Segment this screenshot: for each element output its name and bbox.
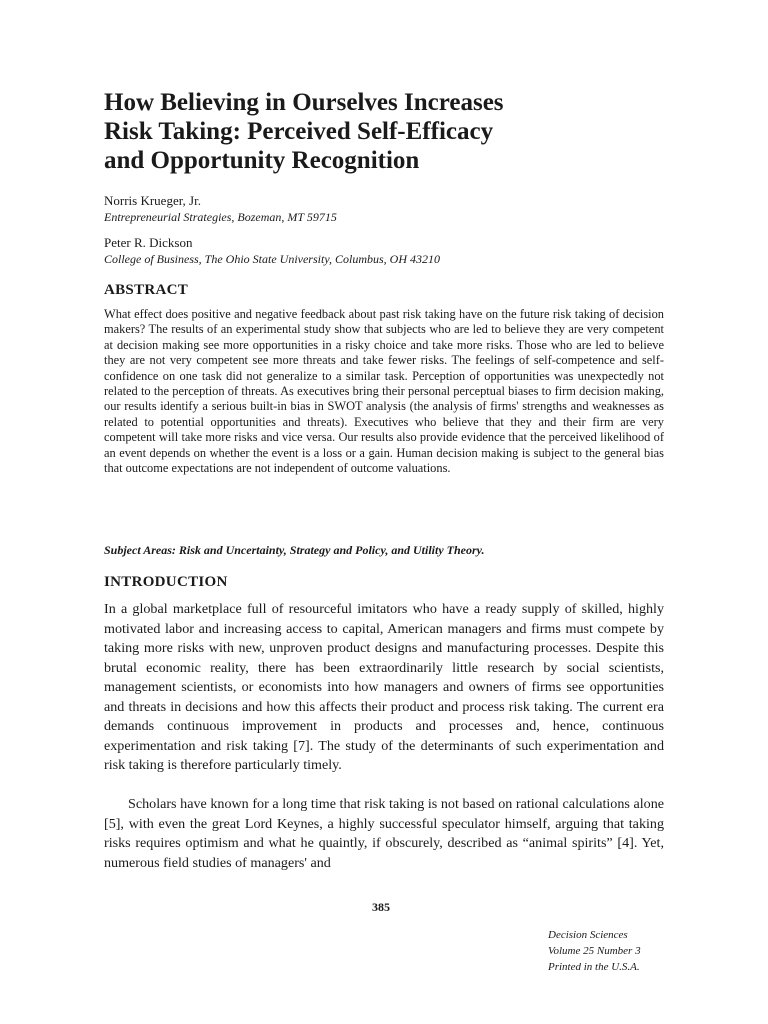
title-line-3: and Opportunity Recognition (104, 147, 420, 174)
subject-areas-label: Subject Areas: (104, 543, 176, 557)
abstract-heading: ABSTRACT (104, 282, 189, 298)
introduction-paragraph-2: Scholars have known for a long time that risk taking is not based on rational calculations alone [5], with even the great Lord Keynes, a highly successful speculator himself, arguing that taking risks requires optimism and what he quaintly, if obscurely, described as “animal spirits” [4]. Yet, numerous field studies of managers' and (104, 796, 664, 871)
journal-name: Decision Sciences (548, 929, 628, 941)
author-name: Norris Krueger, Jr. (104, 193, 201, 208)
author-block-2 (104, 234, 440, 268)
author-block-1 (104, 192, 337, 226)
author-affiliation: Entrepreneurial Strategies, Bozeman, MT 59715 (104, 210, 337, 224)
title-line-1: How Believing in Ourselves Increases (104, 89, 504, 116)
journal-printed: Printed in the U.S.A. (548, 961, 640, 973)
subject-areas-value: Risk and Uncertainty, Strategy and Policy, and Utility Theory. (178, 543, 485, 557)
title-line-2: Risk Taking: Perceived Self-Efficacy (104, 118, 494, 145)
journal-info (548, 927, 641, 975)
journal-volume: Volume 25 Number 3 (548, 945, 641, 957)
introduction-heading: INTRODUCTION (104, 574, 228, 590)
subject-areas (104, 543, 664, 558)
paper-title (104, 88, 664, 175)
introduction-paragraph-1: In a global marketplace full of resourceful imitators who have a ready supply of skilled, highly motivated labor and increasing access to capital, American managers and firms must compete by taking more risks with new, unproven product designs and manufacturing processes. Despite this brutal economic reality, there has been extraordinarily little research by social scientists, management scientists, or economists into how managers and owners of firms see opportunities and threats in decisions and how this affects their product and process risk taking. The current era demands continuous improvement in products and processes and, hence, continuous experimentation and risk taking [7]. The study of the determinants of such experimentation and risk taking is therefore particularly timely. (104, 601, 664, 773)
author-affiliation: College of Business, The Ohio State University, Columbus, OH 43210 (104, 252, 440, 266)
abstract-text: What effect does positive and negative feedback about past risk taking have on the future risk taking of decision makers? The results of an experimental study show that subjects who are led to believe they are very competent at decision making see more opportunities in a risky choice and take more risks. Those who are led to believe they are not very competent see more threats and take fewer risks. The feelings of self-competence and self-confidence on one task did not generalize to a similar task. Perception of opportunities was unexpectedly not related to the perception of threats. As executives bring their personal perceptual biases to firm decision making, our results identify a serious built-in bias in SWOT analysis (the analysis of firms' strengths and weaknesses as related to potential opportunities and threats). Executives who believe that they and their firm are very competent will take more risks and vice versa. Our results also provide evidence that the perceived likelihood of an event depends on whether the event is a loss or a gain. Human decision making is subject to the general bias that outcome expectations are not independent of outcome valuations. (104, 307, 664, 476)
author-name: Peter R. Dickson (104, 235, 193, 250)
page-number: 385 (372, 900, 390, 914)
